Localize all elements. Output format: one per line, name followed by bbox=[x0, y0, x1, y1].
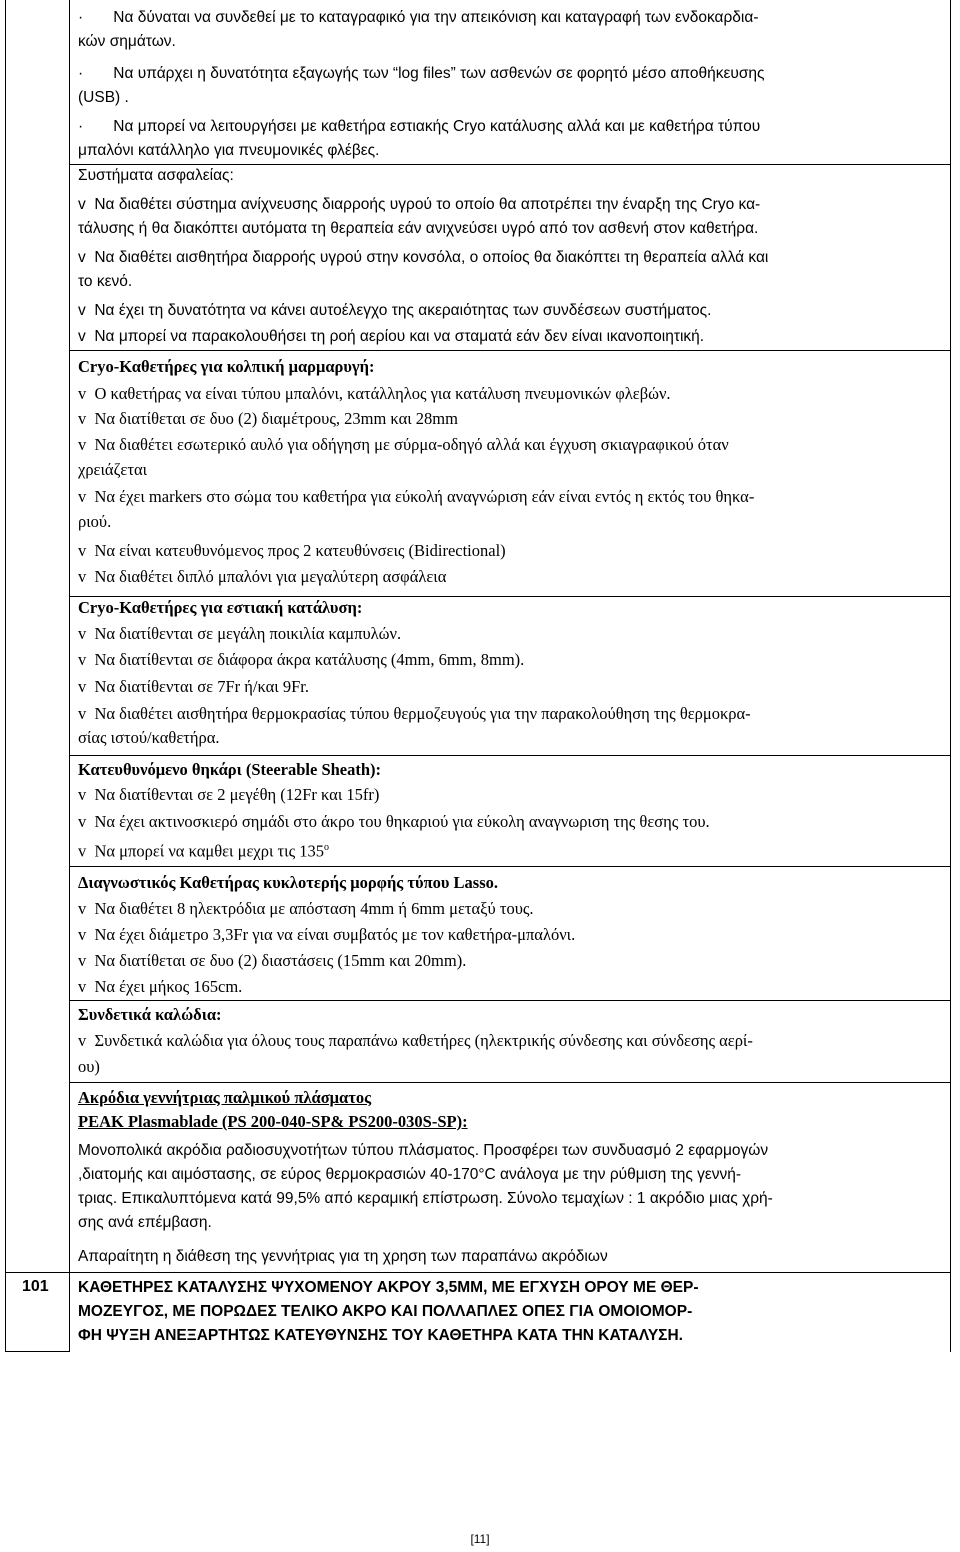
section-heading: Συστήματα ασφαλείας: bbox=[78, 167, 234, 184]
product-heading: PEAK Plasmablade (PS 200-040-SP& PS200-030S-SP): bbox=[78, 1112, 468, 1131]
description-line: τριας. Επικαλυπτόμενα κατά 99,5% από κεραμική επίστρωση. Σύνολο τεμαχίων : 1 ακρόδιο μιας χρή- bbox=[78, 1190, 773, 1207]
section-divider bbox=[69, 164, 951, 165]
page-number: [11] bbox=[470, 1532, 490, 1546]
list-item: v Να έχει τη δυνατότητα να κάνει αυτοέλεγχο της ακεραιότητας των συνδέσεων συστήματος. bbox=[78, 302, 712, 319]
section-divider bbox=[69, 350, 951, 351]
section-divider bbox=[69, 866, 951, 867]
section-heading: Συνδετικά καλώδια: bbox=[78, 1005, 222, 1024]
list-item: v Να έχει διάμετρο 3,3Fr για να είναι συμβατός με τον καθετήρα-μπαλόνι. bbox=[78, 925, 576, 944]
section-heading: Cryo-Καθετήρες για εστιακή κατάλυση: bbox=[78, 598, 363, 617]
cryo-focal-catheters-section bbox=[78, 598, 936, 754]
description-line: σης ανά επέμβαση. bbox=[78, 1214, 212, 1231]
list-item-cont: χρειάζεται bbox=[78, 460, 148, 479]
bullet-line: · Να δύναται να συνδεθεί με το καταγραφικό για την απεικόνιση και καταγραφή των ενδοκαρδια- bbox=[78, 9, 759, 26]
section-heading: Διαγνωστικός Καθετήρας κυκλοτερής μορφής τύπου Lasso. bbox=[78, 873, 499, 892]
safety-systems-section bbox=[78, 166, 936, 350]
row-divider-number bbox=[5, 1272, 69, 1273]
list-item-cont: σίας ιστού/καθετήρα. bbox=[78, 728, 220, 747]
description-line: Μονοπολικά ακρόδια ραδιοσυχνοτήτων τύπου πλάσματος. Προσφέρει των συνδυασμό 2 εφαρμογών bbox=[78, 1142, 769, 1159]
list-item: v Συνδετικά καλώδια για όλους τους παραπάνω καθετήρες (ηλεκτρικής σύνδεσης και σύνδεσης αερί- bbox=[78, 1031, 753, 1050]
table-border-left bbox=[5, 0, 6, 1352]
list-item: v Να διαθέτει αισθητήρα θερμοκρασίας τύπου θερμοζευγούς για την παρακολούθηση της θερμοκρα- bbox=[78, 704, 751, 723]
description-line: ΜΟΖΕΥΓΟΣ, ΜΕ ΠΟΡΩΔΕΣ ΤΕΛΙΚΟ ΑΚΡΟ ΚΑΙ ΠΟΛΛΑΠΛΕΣ ΟΠΕΣ ΓΙΑ ΟΜΟΙΟΜΟΡ- bbox=[78, 1303, 693, 1320]
description-line: ,διατομής και αιμόστασης, σε εύρος θερμοκρασιών 40-170°C ανάλογα με την ρύθμιση της γεννή- bbox=[78, 1166, 742, 1183]
list-item: v Να έχει markers στο σώμα του καθετήρα για εύκολή αναγνώριση εάν είναι εντός η εκτός του θηκα- bbox=[78, 487, 755, 506]
list-item: v Να διαθέτει εσωτερικό αυλό για οδήγηση με σύρμα-οδηγό αλλά και έγχυση σκιαγραφικού όταν bbox=[78, 435, 729, 454]
bullet-line-cont: (USB) . bbox=[78, 89, 129, 106]
description-line: ΚΑΘΕΤΗΡΕΣ ΚΑΤΑΛΥΣΗΣ ΨΥΧΟΜΕΝΟΥ ΑΚΡΟΥ 3,5ΜΜ, ΜΕ ΕΓΧΥΣΗ ΟΡΟΥ ΜΕ ΘΕΡ- bbox=[78, 1279, 699, 1296]
list-item-text: v Να μπορεί να καμθει μεχρι τις 135 bbox=[78, 841, 325, 861]
description-line: ΦΗ ΨΥΞΗ ΑΝΕΞΑΡΤΗΤΩΣ ΚΑΤΕΥΘΥΝΣΗΣ ΤΟΥ ΚΑΘΕΤΗΡΑ ΚΑΤΑ ΤΗΝ ΚΑΤΑΛΥΣΗ. bbox=[78, 1327, 683, 1344]
list-item: v Να έχει μήκος 165cm. bbox=[78, 977, 243, 996]
list-item: v Να είναι κατευθυνόμενος προς 2 κατευθύνσεις (Bidirectional) bbox=[78, 541, 506, 560]
section-divider bbox=[69, 596, 951, 597]
list-item: v Να διατίθενται σε 2 μεγέθη (12Fr και 15fr) bbox=[78, 785, 380, 804]
cryo-af-catheters-section bbox=[78, 357, 936, 595]
list-item: v Να διαθέτει 8 ηλεκτρόδια με απόσταση 4mm ή 6mm μεταξύ τους. bbox=[78, 899, 534, 918]
list-item bbox=[78, 838, 329, 862]
list-item-cont: το κενό. bbox=[78, 273, 133, 290]
section-heading: Κατευθυνόμενο θηκάρι (Steerable Sheath): bbox=[78, 760, 382, 779]
list-item: v Να διαθέτει σύστημα ανίχνευσης διαρροής υγρού το οποίο θα αποτρέπει την έναρξη της Cryo κα- bbox=[78, 196, 761, 213]
row-number: 101 bbox=[22, 1278, 49, 1295]
bullet-line: · Να υπάρχει η δυνατότητα εξαγωγής των “log files” των ασθενών σε φορητό μέσο αποθήκευσης bbox=[78, 65, 765, 82]
section-divider bbox=[69, 1082, 951, 1083]
bullet-line: · Να μπορεί να λειτουργήσει με καθετήρα εστιακής Cryo κατάλυσης αλλά και με καθετήρα τύπου bbox=[78, 118, 761, 135]
table-border-bottom bbox=[5, 1351, 69, 1352]
row-101-description bbox=[78, 1278, 936, 1350]
bullet-line-cont: μπαλόνι κατάλληλο για πνευμονικές φλέβες. bbox=[78, 142, 380, 159]
table-border-right bbox=[950, 0, 951, 1352]
bullet-line-cont: κών σημάτων. bbox=[78, 33, 176, 50]
console-features-section bbox=[78, 8, 936, 164]
connection-cables-section bbox=[78, 1005, 936, 1081]
list-item: v Να διατίθεται σε δυο (2) διαστάσεις (15mm και 20mm). bbox=[78, 951, 467, 970]
list-item: v Να έχει ακτινοσκιερό σημάδι στο άκρο του θηκαριού για εύκολη αναγνωριση της θεσης του. bbox=[78, 812, 710, 831]
plasmablade-section bbox=[78, 1088, 936, 1272]
list-item-cont: τάλυσης ή θα διακόπτει αυτόματα τη θεραπεία εάν ανιχνεύσει υγρό από τον ασθενή στον καθετήρα. bbox=[78, 220, 759, 237]
list-item: v Να διατίθενται σε μεγάλη ποικιλία καμπυλών. bbox=[78, 624, 402, 643]
list-item: v Να διαθέτει αισθητήρα διαρροής υγρού στην κονσόλα, ο οποίος θα διακόπτει τη θεραπεία αλλά και bbox=[78, 249, 769, 266]
list-item-cont: ριού. bbox=[78, 512, 112, 531]
section-heading: Ακρόδια γεννήτριας παλμικού πλάσματος bbox=[78, 1088, 372, 1107]
lasso-catheter-section bbox=[78, 873, 936, 999]
column-divider bbox=[69, 0, 70, 1352]
list-item: v Να διατίθενται σε 7Fr ή/και 9Fr. bbox=[78, 677, 309, 696]
degree-superscript: ο bbox=[324, 842, 330, 853]
list-item: v Να διατίθεται σε δυο (2) διαμέτρους, 23mm και 28mm bbox=[78, 409, 458, 428]
list-item-cont: ου) bbox=[78, 1057, 100, 1076]
list-item: v Να μπορεί να παρακολουθήσει τη ροή αερίου και να σταματά εάν δεν είναι ικανοποιητική. bbox=[78, 328, 705, 345]
section-heading: Cryo-Καθετήρες για κολπική μαρμαρυγή: bbox=[78, 357, 375, 376]
list-item: v Να διαθέτει διπλό μπαλόνι για μεγαλύτερη ασφάλεια bbox=[78, 567, 447, 586]
steerable-sheath-section bbox=[78, 760, 936, 866]
section-divider bbox=[69, 755, 951, 756]
section-divider bbox=[69, 1272, 951, 1273]
list-item: v Ο καθετήρας να είναι τύπου μπαλόνι, κατάλληλος για κατάλυση πνευμονικών φλεβών. bbox=[78, 384, 671, 403]
list-item: v Να διατίθενται σε διάφορα άκρα κατάλυσης (4mm, 6mm, 8mm). bbox=[78, 650, 525, 669]
section-divider bbox=[69, 1000, 951, 1001]
note-line: Απαραίτητη η διάθεση της γεννήτριας για τη χρηση των παραπάνω ακρόδιων bbox=[78, 1248, 608, 1265]
